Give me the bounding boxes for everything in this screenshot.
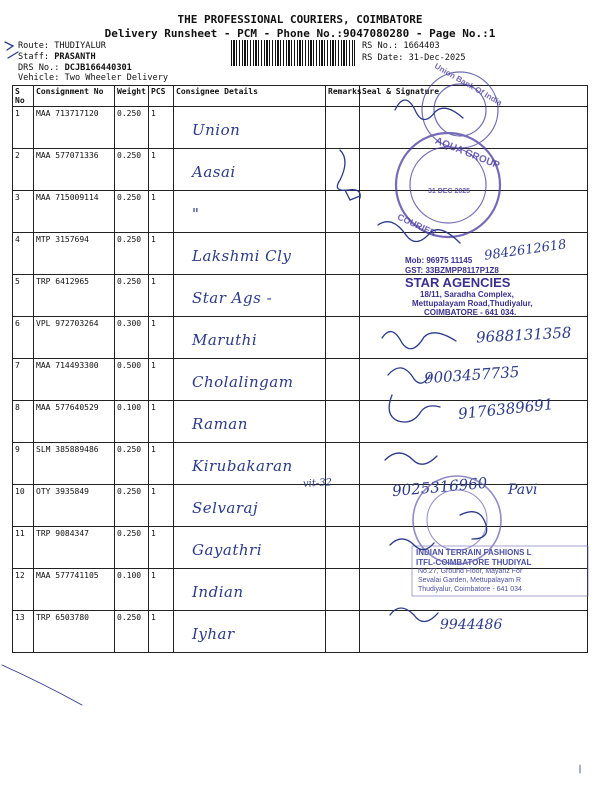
weight-cell: 0.250	[115, 485, 149, 527]
handwritten-consignee: Star Ags -	[192, 289, 273, 307]
serial-number-cell: 12	[13, 569, 34, 611]
handwritten-phone: 9025316960	[391, 473, 489, 501]
handwritten-consignee: Kirubakaran	[192, 457, 293, 475]
serial-number-cell: 9	[13, 443, 34, 485]
star-stamp-gst: GST: 33BZMPP8117P1Z8	[405, 266, 499, 275]
column-header: Weight	[115, 86, 149, 107]
vehicle-value: Two Wheeler Delivery	[64, 73, 169, 83]
itfl-stamp-name: INDIAN TERRAIN FASHIONS L	[416, 548, 532, 557]
weight-cell: 0.300	[115, 317, 149, 359]
handwritten-consignee: Selvaraj	[192, 499, 259, 517]
weight-cell: 0.250	[115, 443, 149, 485]
consignment-number-cell: MAA 715009114	[34, 191, 115, 233]
vehicle-label: Vehicle:	[18, 73, 60, 83]
remarks-cell	[326, 149, 360, 191]
aqua-stamp-top: AQUA GROUP	[433, 135, 502, 172]
rs-no-line	[362, 41, 440, 51]
column-header: Seal & Signature	[360, 86, 588, 107]
pieces-cell: 1	[149, 527, 174, 569]
drs-label: DRS No.:	[18, 63, 60, 73]
rs-date-label: RS Date:	[362, 53, 404, 63]
consignment-number-cell: OTY 3935849	[34, 485, 115, 527]
remarks-cell	[326, 275, 360, 317]
serial-number-cell: 3	[13, 191, 34, 233]
aqua-stamp-date: 31 DEC 2025	[428, 188, 471, 195]
column-header: Consignment No	[34, 86, 115, 107]
consignment-number-cell: MAA 714493300	[34, 359, 115, 401]
weight-cell: 0.250	[115, 107, 149, 149]
staff-line	[18, 52, 96, 62]
consignee-details-cell	[174, 401, 326, 443]
remarks-cell	[326, 401, 360, 443]
serial-number-cell: 1	[13, 107, 34, 149]
remarks-cell	[326, 233, 360, 275]
drs-value: DCJB166440301	[64, 63, 132, 73]
handwritten-note: vit-32	[302, 477, 333, 490]
consignee-details-cell	[174, 275, 326, 317]
consignee-details-cell	[174, 317, 326, 359]
handwritten-consignee: Union	[192, 121, 241, 139]
consignment-number-cell: MAA 577640529	[34, 401, 115, 443]
pieces-cell: 1	[149, 359, 174, 401]
stray-pen-line	[2, 665, 82, 705]
remarks-cell	[326, 317, 360, 359]
pieces-cell: 1	[149, 275, 174, 317]
route-label: Route:	[18, 41, 50, 51]
itfl-stamp-addr1: No.27, Ground Floor, Mayanz For	[418, 568, 523, 575]
star-stamp-addr1: 18/11, Saradha Complex,	[420, 290, 514, 299]
pieces-cell: 1	[149, 485, 174, 527]
star-stamp-mob: Mob: 96975 11145	[405, 256, 473, 265]
union-bank-stamp: Union Bank Of India	[432, 61, 504, 108]
consignment-number-cell: MAA 577741105	[34, 569, 115, 611]
handwritten-phone: 9176389691	[457, 395, 555, 423]
drs-line	[18, 63, 132, 73]
runsheet-barcode	[231, 40, 355, 66]
weight-cell: 0.250	[115, 191, 149, 233]
serial-number-cell: 11	[13, 527, 34, 569]
pieces-cell: 1	[149, 569, 174, 611]
column-header: Remarks	[326, 86, 360, 107]
column-header: S No	[13, 86, 34, 107]
consignee-details-cell	[174, 191, 326, 233]
handwritten-consignee: Maruthi	[192, 331, 258, 349]
handwritten-phone: 9842612618	[483, 237, 568, 264]
serial-number-cell: 10	[13, 485, 34, 527]
serial-number-cell: 5	[13, 275, 34, 317]
remarks-cell	[326, 569, 360, 611]
serial-number-cell: 2	[13, 149, 34, 191]
consignment-number-cell: TRP 9084347	[34, 527, 115, 569]
pieces-cell: 1	[149, 611, 174, 653]
remarks-cell	[326, 527, 360, 569]
consignment-number-cell: MAA 713717120	[34, 107, 115, 149]
pieces-cell: 1	[149, 149, 174, 191]
handwritten-consignee: Aasai	[192, 163, 236, 181]
consignment-number-cell: MTP 3157694	[34, 233, 115, 275]
pieces-cell: 1	[149, 233, 174, 275]
serial-number-cell: 4	[13, 233, 34, 275]
staff-value: PRASANTH	[54, 52, 96, 62]
handwritten-signature: Pavi	[508, 482, 538, 498]
weight-cell: 0.250	[115, 611, 149, 653]
serial-number-cell: 13	[13, 611, 34, 653]
handwritten-phone: 9944486	[440, 617, 503, 633]
pieces-cell: 1	[149, 401, 174, 443]
pieces-cell: 1	[149, 107, 174, 149]
table-row	[13, 485, 588, 527]
serial-number-cell: 8	[13, 401, 34, 443]
star-stamp-addr2: Mettupalayam Road,Thudiyalur,	[412, 299, 533, 308]
company-title: THE PROFESSIONAL COURIERS, COIMBATORE	[177, 13, 423, 26]
handwritten-phone: 9688131358	[475, 323, 572, 347]
consignee-details-cell	[174, 149, 326, 191]
pen-tick	[5, 42, 13, 50]
consignee-details-cell	[174, 611, 326, 653]
weight-cell: 0.500	[115, 359, 149, 401]
pen-tick	[8, 52, 18, 58]
weight-cell: 0.250	[115, 149, 149, 191]
star-stamp-name: STAR AGENCIES	[405, 275, 511, 290]
consignment-number-cell: VPL 972703264	[34, 317, 115, 359]
column-header: Consignee Details	[174, 86, 326, 107]
vehicle-line	[18, 73, 168, 83]
remarks-cell	[326, 611, 360, 653]
handwritten-consignee: Raman	[192, 415, 248, 433]
itfl-stamp-addr2: Sevalai Garden, Mettupalayam R	[418, 577, 522, 584]
table-row	[13, 149, 588, 191]
pieces-cell: 1	[149, 443, 174, 485]
seal-signature-cell	[360, 191, 588, 233]
runsheet-title: Delivery Runsheet - PCM - Phone No.:9047080280 - Page No.:1	[104, 27, 496, 40]
serial-number-cell: 6	[13, 317, 34, 359]
handwritten-consignee: Iyhar	[192, 625, 235, 643]
handwritten-consignee: Cholalingam	[192, 373, 294, 391]
consignment-number-cell: TRP 6503780	[34, 611, 115, 653]
remarks-cell	[326, 485, 360, 527]
aqua-stamp-bottom: COURIER	[395, 211, 438, 239]
consignee-details-cell	[174, 485, 326, 527]
route-value: THUDIYALUR	[54, 41, 106, 51]
pieces-cell: 1	[149, 191, 174, 233]
weight-cell: 0.250	[115, 233, 149, 275]
consignee-details-cell	[174, 107, 326, 149]
weight-cell: 0.250	[115, 275, 149, 317]
staff-label: Staff:	[18, 52, 50, 62]
serial-number-cell: 7	[13, 359, 34, 401]
itfl-stamp-sub: ITFL-COIMBATORE THUDIYAL	[416, 558, 532, 567]
weight-cell: 0.100	[115, 401, 149, 443]
consignee-details-cell	[174, 233, 326, 275]
weight-cell: 0.250	[115, 527, 149, 569]
remarks-cell	[326, 359, 360, 401]
consignment-number-cell: TRP 6412965	[34, 275, 115, 317]
remarks-cell	[326, 191, 360, 233]
handwritten-phone: 9003457735	[423, 362, 520, 388]
handwritten-consignee: Lakshmi Cly	[192, 247, 292, 265]
itfl-stamp-addr3: Thudiyalur, Coimbatore - 641 034	[418, 586, 522, 593]
consignment-number-cell: SLM 385889486	[34, 443, 115, 485]
rs-no-value: 1664403	[403, 41, 440, 51]
star-stamp-addr3: COIMBATORE - 641 034.	[424, 308, 517, 317]
handwritten-consignee: Indian	[192, 583, 244, 601]
table-row	[13, 191, 588, 233]
rs-no-label: RS No.:	[362, 41, 399, 51]
handwritten-consignee: Gayathri	[192, 541, 262, 559]
consignee-details-cell	[174, 359, 326, 401]
rs-date-value: 31-Dec-2025	[408, 53, 466, 63]
weight-cell: 0.100	[115, 569, 149, 611]
consignee-details-cell	[174, 527, 326, 569]
table-row	[13, 107, 588, 149]
column-header: PCS	[149, 86, 174, 107]
consignee-details-cell	[174, 569, 326, 611]
remarks-cell	[326, 107, 360, 149]
pieces-cell: 1	[149, 317, 174, 359]
handwritten-consignee: "	[192, 205, 200, 223]
route-line	[18, 41, 106, 51]
seal-signature-cell	[360, 107, 588, 149]
rs-date-line	[362, 53, 466, 63]
table-row	[13, 443, 588, 485]
consignment-number-cell: MAA 577071336	[34, 149, 115, 191]
